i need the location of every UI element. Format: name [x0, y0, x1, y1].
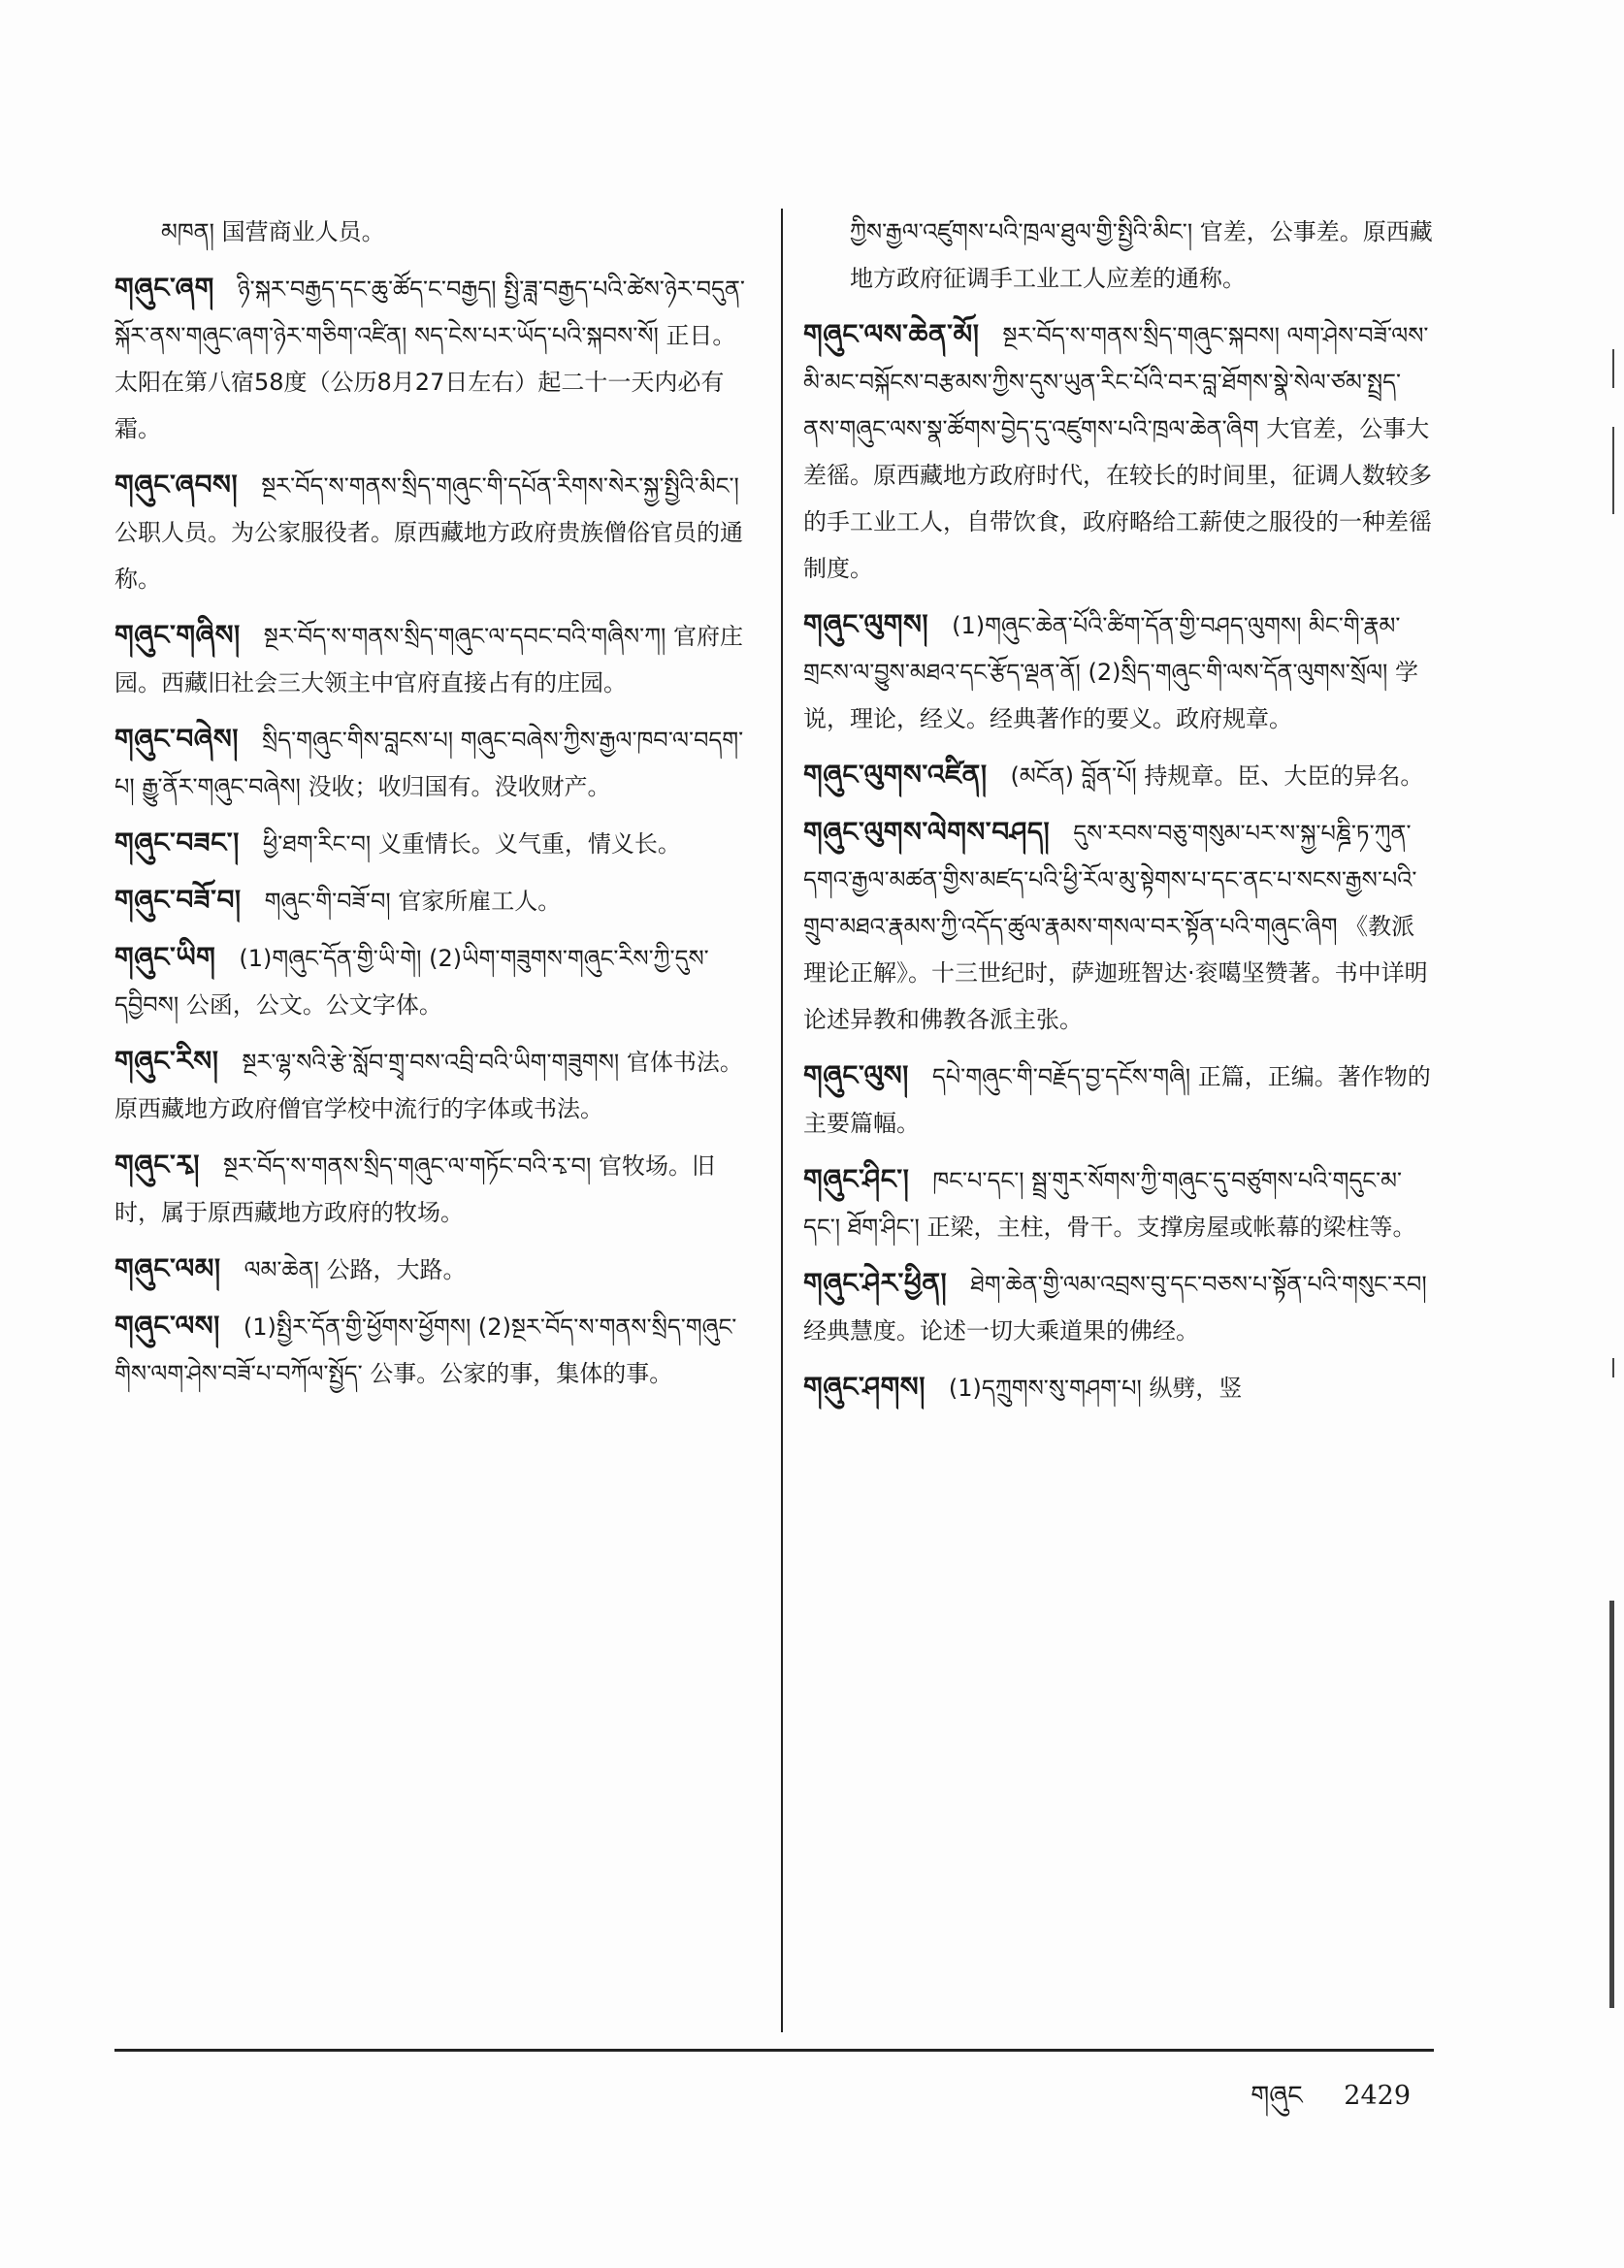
entry-tibetan-definition: སྔར་བོད་ས་གནས་སྲིད་གཞུང་ལ་གཏོང་བའི་རྭ་བ། [223, 1152, 599, 1180]
entry-chinese-definition: 国营商业人员。 [221, 218, 385, 245]
dictionary-entry [114, 1303, 745, 1397]
entry-tibetan-definition: ཉི་སྐར་བརྒྱད་དང་ཆུ་ཚོད་ང་བརྒྱད། སྤྱི་ཟླ་བརྒྱད་པའི་ཚེས་ཉེར་བདུན་སྐོར་ནས་གཞུང་ཞག་ཉེར་གཅིག་འཛིན། སད་ངེས་པར་ཡོད་པའི་སྐབས་སོ། [114, 275, 745, 349]
dictionary-entry [114, 820, 745, 867]
entry-chinese-definition: 正篇，正编。著作物的主要篇幅。 [803, 1063, 1431, 1137]
dictionary-entry [803, 601, 1434, 742]
entry-chinese-definition: 大官差，公事大差徭。原西藏地方政府时代，在较长的时间里，征调人数较多的手工业工人，自带饮食，政府略给工薪使之服役的一种差徭制度。 [803, 415, 1432, 582]
entry-tibetan-definition: ལམ་ཆེན། [244, 1256, 327, 1283]
dictionary-entry [803, 809, 1434, 1043]
dictionary-entry [803, 752, 1434, 799]
dictionary-entry [114, 1142, 745, 1236]
entry-tibetan-definition: ཕྱི་ཐག་རིང་བ། [262, 830, 378, 858]
dictionary-entry [803, 1053, 1434, 1147]
entry-chinese-definition: 经典慧度。论述一切大乘道果的佛经。 [803, 1317, 1199, 1345]
dictionary-entry [803, 1364, 1434, 1411]
entry-tibetan-definition: (1)དཀྲུགས་སུ་གཤག་པ། [948, 1375, 1150, 1402]
entry-headword: གཞུང་ལམ། [114, 1252, 221, 1284]
entry-tibetan-definition: (1)གཞུང་ཆེན་པོའི་ཚིག་དོན་གྱི་བཤད་ལུགས། མིང་གི་རྣམ་གྲངས་ལ་བྱུས་མཐའ་དང་རྩོད་ལྡན་ནོ། (2)སྲིད་གཞུང་གི་ལས་དོན་ལུགས་སྲོལ། [803, 612, 1401, 686]
entry-headword: གཞུང་བཟོ་བ། [114, 884, 242, 916]
entry-tibetan-definition: དུས་རབས་བཅུ་གསུམ་པར་ས་སྐྱ་པཎྜི་ཏ་ཀུན་དགའ་རྒྱལ་མཚན་གྱིས་མཛད་པའི་ཕྱི་རོལ་མུ་སྟེགས་པ་དང་ནང་པ་སངས་རྒྱས་པའི་གྲུབ་མཐའ་རྣམས་ཀྱི་འདོད་ཚུལ་རྣམས་གསལ་བར་སྟོན་པའི་གཞུང་ཞིག [803, 820, 1417, 940]
dictionary-entry [114, 1038, 745, 1132]
entry-headword: གཞུང་ལུགས་འཛིན། [803, 759, 988, 791]
entry-headword: གཞུང་ལས། [114, 1310, 220, 1342]
entry-headword: གཞུང་བཟང་། [114, 826, 240, 859]
entry-tibetan-definition: ཐེག་ཆེན་གྱི་ལམ་འབྲས་བུ་དང་བཅས་པ་སྟོན་པའི་གསུང་རབ། [970, 1271, 1427, 1298]
entry-chinese-definition: 官府庄园。西藏旧社会三大领主中官府直接占有的庄园。 [114, 623, 743, 697]
entry-headword: གཞུང་ཞག [114, 272, 214, 304]
right-column [803, 209, 1434, 1421]
scan-edge-marks [1597, 0, 1618, 2268]
entry-headword: གཞུང་ལས་ཆེན་མོ། [803, 318, 980, 350]
dictionary-entry [114, 265, 745, 452]
entry-chinese-definition: 公路，大路。 [326, 1256, 467, 1283]
running-head: གཞུང [1250, 2081, 1303, 2111]
entry-tibetan-definition: སྔར་ལྷ་སའི་རྩེ་སློབ་གྲྭ་བས་འབྲི་བའི་ཡིག་གཟུགས། [242, 1049, 627, 1076]
entry-chinese-definition: 官差，公事差。原西藏地方政府征调手工业工人应差的通称。 [850, 218, 1433, 292]
column-divider [781, 209, 783, 2032]
entry-chinese-definition: 纵劈，竖 [1149, 1375, 1243, 1402]
dictionary-entry [114, 462, 745, 602]
entry-tibetan-definition: སྔར་བོད་ས་གནས་སྲིད་གཞུང་སྐབས། ལག་ཤེས་བཟོ་ལས་མི་མང་བསྐོངས་བརྩམས་ཀྱིས་དུས་ཡུན་རིང་པོའི་བར་བླ་ཐོགས་སྣེ་སེལ་ཙམ་སྤྲད་ནས་གཞུང་ལས་སྣ་ཚོགས་བྱེད་དུ་འཛུགས་པའི་ཁྲལ་ཆེན་ཞིག [803, 322, 1429, 442]
entry-headword: གཞུང་རྭ། [114, 1149, 201, 1181]
dictionary-entry [114, 612, 745, 706]
entry-tibetan-definition: དཔེ་གཞུང་གི་བརྗོད་བྱ་དངོས་གཞི། [931, 1063, 1198, 1090]
entry-tibetan-definition: མཁན། [161, 218, 222, 245]
entry-headword: གཞུང་གཞིས། [114, 619, 241, 651]
entry-tibetan-definition: ཁང་པ་དང་། སྦྲ་གུར་སོགས་ཀྱི་གཞུང་དུ་བཙུགས་པའི་གདུང་མ་དང་། ཐོག་ཤིང་། [803, 1167, 1403, 1241]
entry-chinese-definition: 官牧场。旧时，属于原西藏地方政府的牧场。 [114, 1152, 715, 1226]
entry-chinese-definition: 《教派理论正解》。十三世纪时，萨迦班智达·衮噶坚赞著。书中详明论述异教和佛教各派主张。 [803, 913, 1428, 1033]
entry-headword: གཞུང་རིས། [114, 1045, 219, 1077]
page-footer [1218, 2066, 1411, 2140]
entry-chinese-definition: 义重情长。义气重，情义长。 [377, 830, 681, 858]
entry-tibetan-definition: ཀྱིས་རྒྱལ་འཛུགས་པའི་ཁྲལ་ཐུལ་གྱི་སྤྱིའི་མིང་། [850, 218, 1200, 245]
entry-chinese-definition: 持规章。臣、大臣的异名。 [1144, 762, 1424, 790]
dictionary-entry [114, 934, 745, 1028]
entry-chinese-definition: 公职人员。为公家服役者。原西藏地方政府贵族僧俗官员的通称。 [114, 519, 743, 593]
entry-headword: གཞུང་ཤགས། [803, 1371, 926, 1403]
dictionary-entry [803, 1260, 1434, 1354]
entry-headword: གཞུང་ལུས། [803, 1059, 909, 1091]
entry-chinese-definition: 学说，理论，经义。经典著作的要义。政府规章。 [803, 659, 1419, 732]
entry-headword: གཞུང་ལུགས། [803, 608, 929, 640]
dictionary-entry [114, 1246, 745, 1293]
entry-chinese-definition: 正梁，主柱，骨干。支撑房屋或帐幕的梁柱等。 [926, 1214, 1416, 1241]
page-number: 2429 [1344, 2081, 1411, 2111]
entry-chinese-definition: 公事。公家的事，集体的事。 [370, 1360, 673, 1387]
dictionary-entry [114, 716, 745, 810]
entry-tibetan-definition: གཞུང་གི་བཟོ་བ། [264, 888, 399, 915]
dictionary-entry [803, 209, 1434, 302]
dictionary-entry [114, 209, 745, 255]
entry-chinese-definition: 官家所雇工人。 [398, 888, 562, 915]
dictionary-entry [803, 1156, 1434, 1250]
entry-tibetan-definition: སྔར་བོད་ས་གནས་སྲིད་གཞུང་ལ་དབང་བའི་གཞིས་ཀ། [263, 623, 673, 650]
entry-tibetan-definition: སྲིད་གཞུང་གིས་བླངས་པ། གཞུང་བཞེས་ཀྱིས་རྒྱལ་ཁབ་ལ་བདག་པ། རྒྱུ་ནོར་གཞུང་བཞེས། [114, 727, 744, 800]
left-column [114, 209, 745, 1407]
entry-tibetan-definition: (1)གཞུང་དོན་གྱི་ཡི་གེ། (2)ཡིག་གཟུགས་གཞུང་རིས་ཀྱི་དུས་དབྱིབས། [114, 945, 709, 1019]
entry-headword: གཞུང་ལུགས་ལེགས་བཤད། [803, 816, 1051, 848]
dictionary-entry [803, 311, 1434, 592]
footer-rule [114, 2049, 1434, 2052]
entry-headword: གཞུང་ཤེར་ཕྱིན། [803, 1267, 948, 1299]
entry-chinese-definition: 官体书法。原西藏地方政府僧官学校中流行的字体或书法。 [114, 1049, 743, 1122]
entry-headword: གཞུང་བཞེས། [114, 723, 240, 755]
entry-tibetan-definition: སྔར་བོད་ས་གནས་སྲིད་གཞུང་གི་དཔོན་རིགས་སེར་སྐྱ་སྤྱིའི་མིང་། [261, 472, 739, 500]
entry-headword: གཞུང་ཞབས། [114, 469, 239, 501]
entry-tibetan-definition: (མངོན) བློན་པོ། [1010, 762, 1145, 790]
dictionary-entry [114, 877, 745, 924]
entry-headword: གཞུང་ཡིག [114, 941, 216, 973]
entry-chinese-definition: 没收；收归国有。没收财产。 [308, 773, 611, 800]
entry-tibetan-definition: (1)སྤྱིར་དོན་གྱི་ཕྱོགས་ཕྱོགས། (2)སྔར་བོད་ས་གནས་སྲིད་གཞུང་གིས་ལག་ཤེས་བཟོ་པ་བཀོལ་སྤྱོད་ [114, 1313, 737, 1387]
entry-chinese-definition: 公函，公文。公文字体。 [185, 991, 442, 1019]
entry-headword: གཞུང་ཤིང་། [803, 1163, 910, 1195]
entry-chinese-definition: 正日。太阳在第八宿58度（公历8月27日左右）起二十一天内必有霜。 [114, 322, 736, 442]
